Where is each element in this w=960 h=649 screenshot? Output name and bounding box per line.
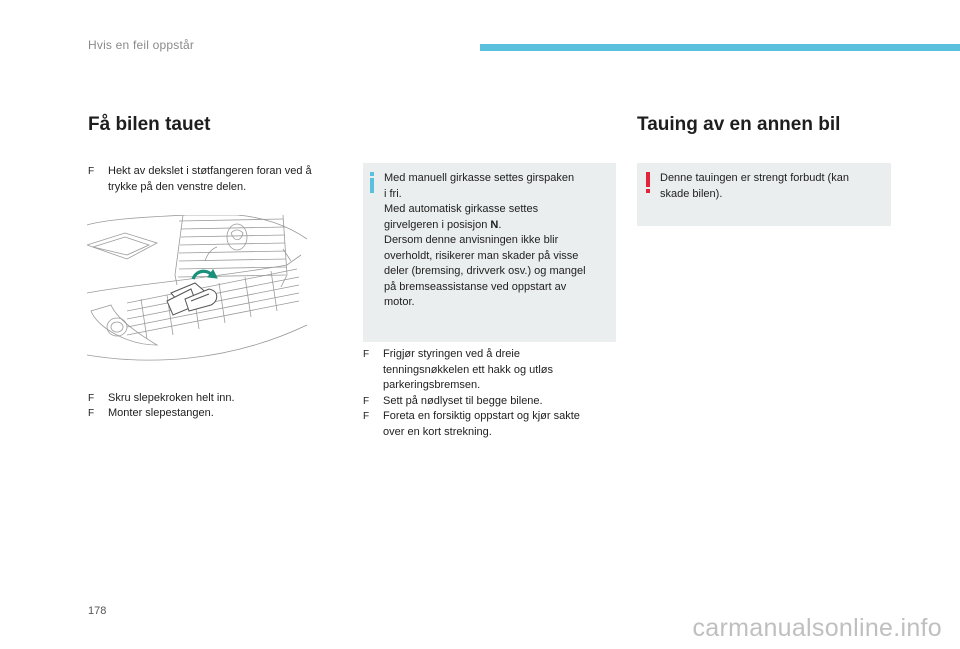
bullet-icon: F xyxy=(363,349,370,360)
watermark: carmanualsonline.info xyxy=(692,614,942,642)
rotate-arrow-icon xyxy=(193,270,217,279)
info-icon xyxy=(370,172,374,193)
bumper-drawing xyxy=(87,215,307,371)
note-line: overholdt, risikerer man skader på visse xyxy=(384,249,579,262)
note-line: girvelgeren i posisjon N. xyxy=(384,218,502,231)
header-bar xyxy=(480,44,960,51)
warning-line: Denne tauingen er strengt forbudt (kan xyxy=(660,172,849,184)
warning-icon xyxy=(646,172,650,193)
warning-line: skade bilen). xyxy=(660,187,723,200)
note-line: deler (bremsing, drivverk osv.) og mangel xyxy=(384,265,586,277)
step-line: trykke på den venstre delen. xyxy=(108,180,247,193)
step-line: Sett på nødlyset til begge bilene. xyxy=(383,395,543,407)
step-line: Hekt av dekslet i støtfangeren foran ved å xyxy=(108,165,312,177)
section-heading-towing-other-car: Tauing av en annen bil xyxy=(637,114,841,135)
header-title: Hvis en feil oppstår xyxy=(88,38,195,52)
step-mount-tow-bar xyxy=(88,406,214,422)
step-line: Foreta en forsiktig oppstart og kjør sakte xyxy=(383,410,580,422)
tow-hook-cover xyxy=(167,283,217,315)
step-line: Frigjør styringen ved å dreie xyxy=(383,348,520,360)
warning-note xyxy=(637,163,891,226)
note-line: Dersom denne anvisningen ikke blir xyxy=(384,234,559,246)
note-line: Med automatisk girkasse settes xyxy=(384,203,539,215)
step-screw-tow-hook xyxy=(88,391,235,407)
gear-position-n: N xyxy=(490,218,499,231)
bullet-icon: F xyxy=(88,393,95,404)
note-line: på bremseassistanse ved oppstart av xyxy=(384,280,567,293)
bullet-icon: F xyxy=(88,166,95,177)
bullet-icon: F xyxy=(363,411,370,422)
step-careful-start xyxy=(363,409,580,440)
note-line: motor. xyxy=(384,296,415,308)
step-line: Skru slepekroken helt inn. xyxy=(108,392,235,404)
step-line: tenningsnøkkelen ett hakk og utløs xyxy=(383,363,553,376)
section-heading-towing-own-car: Få bilen tauet xyxy=(88,114,211,135)
page-number: 178 xyxy=(88,605,107,617)
step-line: Monter slepestangen. xyxy=(108,407,214,419)
info-note xyxy=(363,163,616,342)
bullet-icon: F xyxy=(88,408,95,419)
note-line: Med manuell girkasse settes girspaken xyxy=(384,172,575,184)
step-unhook-cover xyxy=(88,164,312,195)
step-release-steering xyxy=(363,347,553,394)
step-line: over en kort strekning. xyxy=(383,425,492,438)
note-line: i fri. xyxy=(384,187,402,200)
step-hazard-lights xyxy=(363,394,543,410)
step-line: parkeringsbremsen. xyxy=(383,379,481,391)
bullet-icon: F xyxy=(363,396,370,407)
bumper-tow-hook-illustration xyxy=(87,215,307,371)
